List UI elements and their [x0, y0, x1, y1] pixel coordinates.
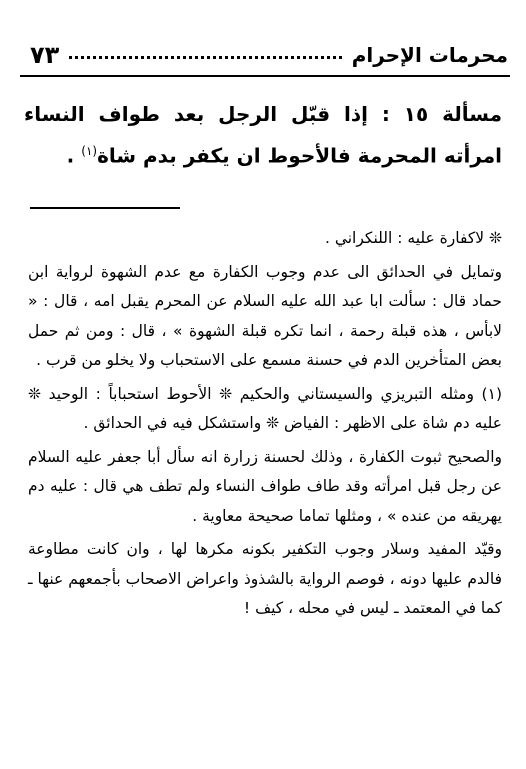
masala-label: مسألة ١٥ : — [381, 102, 502, 126]
header-dots — [69, 56, 341, 59]
page-number: ٧٣ — [30, 41, 60, 69]
masala-paragraph — [24, 96, 502, 175]
footnote-mark: (١) — [81, 144, 98, 158]
note-paragraph: (١) ومثله التبريزي والسيستاني والحكيم ❊ الأحوط استحباباً : الوحيد ❊ عليه دم شاة على الاظهر : الفياض ❊ واستشكل فيه في الحدائق . — [28, 384, 502, 432]
note-paragraph: ❊ لاكفارة عليه : اللنكراني . — [324, 229, 502, 247]
header-rule — [20, 75, 510, 77]
masala-end: . — [66, 143, 75, 168]
note-paragraph: وقيّد المفيد وسلار وجوب التكفير بكونه مكرها لها ، وان كانت مطاوعة فالدم عليها دونه ، فوصم الرواية بالشذوذ واعراض الاصحاب بأجمعهم عنها ـ كما في المعتمد ـ ليس في محله ، كيف ! — [28, 540, 502, 617]
note-paragraph: والصحيح ثبوت الكفارة ، وذلك لحسنة زرارة انه سأل أبا جعفر عليه السلام عن رجل قبل امرأته وقد طاف طواف النساء ولم تطف هي قال : عليه دم يهريقه من عنده » ، ومثلها تماما صحيحة معاوية . — [28, 447, 502, 525]
chapter-title: محرمات الإحرام — [351, 43, 508, 67]
footnote-separator — [30, 207, 180, 209]
page-header — [30, 38, 508, 72]
masala-text: إذا قبّل الرجل بعد طواف النساء امرأته المحرمة فالأحوط ان يكفر بدم شاة — [24, 102, 502, 168]
footnotes — [28, 224, 502, 628]
note-paragraph: وتمايل في الحدائق الى عدم وجوب الكفارة مع عدم الشهوة لرواية ابن حماد قال : سألت ابا عبد الله عليه السلام عن المحرم يقبل امه ، قال : « لابأس ، هذه قبلة رحمة ، انما تكره قبلة الشهوة » ، قال : ومن ثم حمل بعض المتأخرين الدم في حسنة مسمع على الاستحباب ولا يخلو من قرب . — [28, 262, 502, 369]
